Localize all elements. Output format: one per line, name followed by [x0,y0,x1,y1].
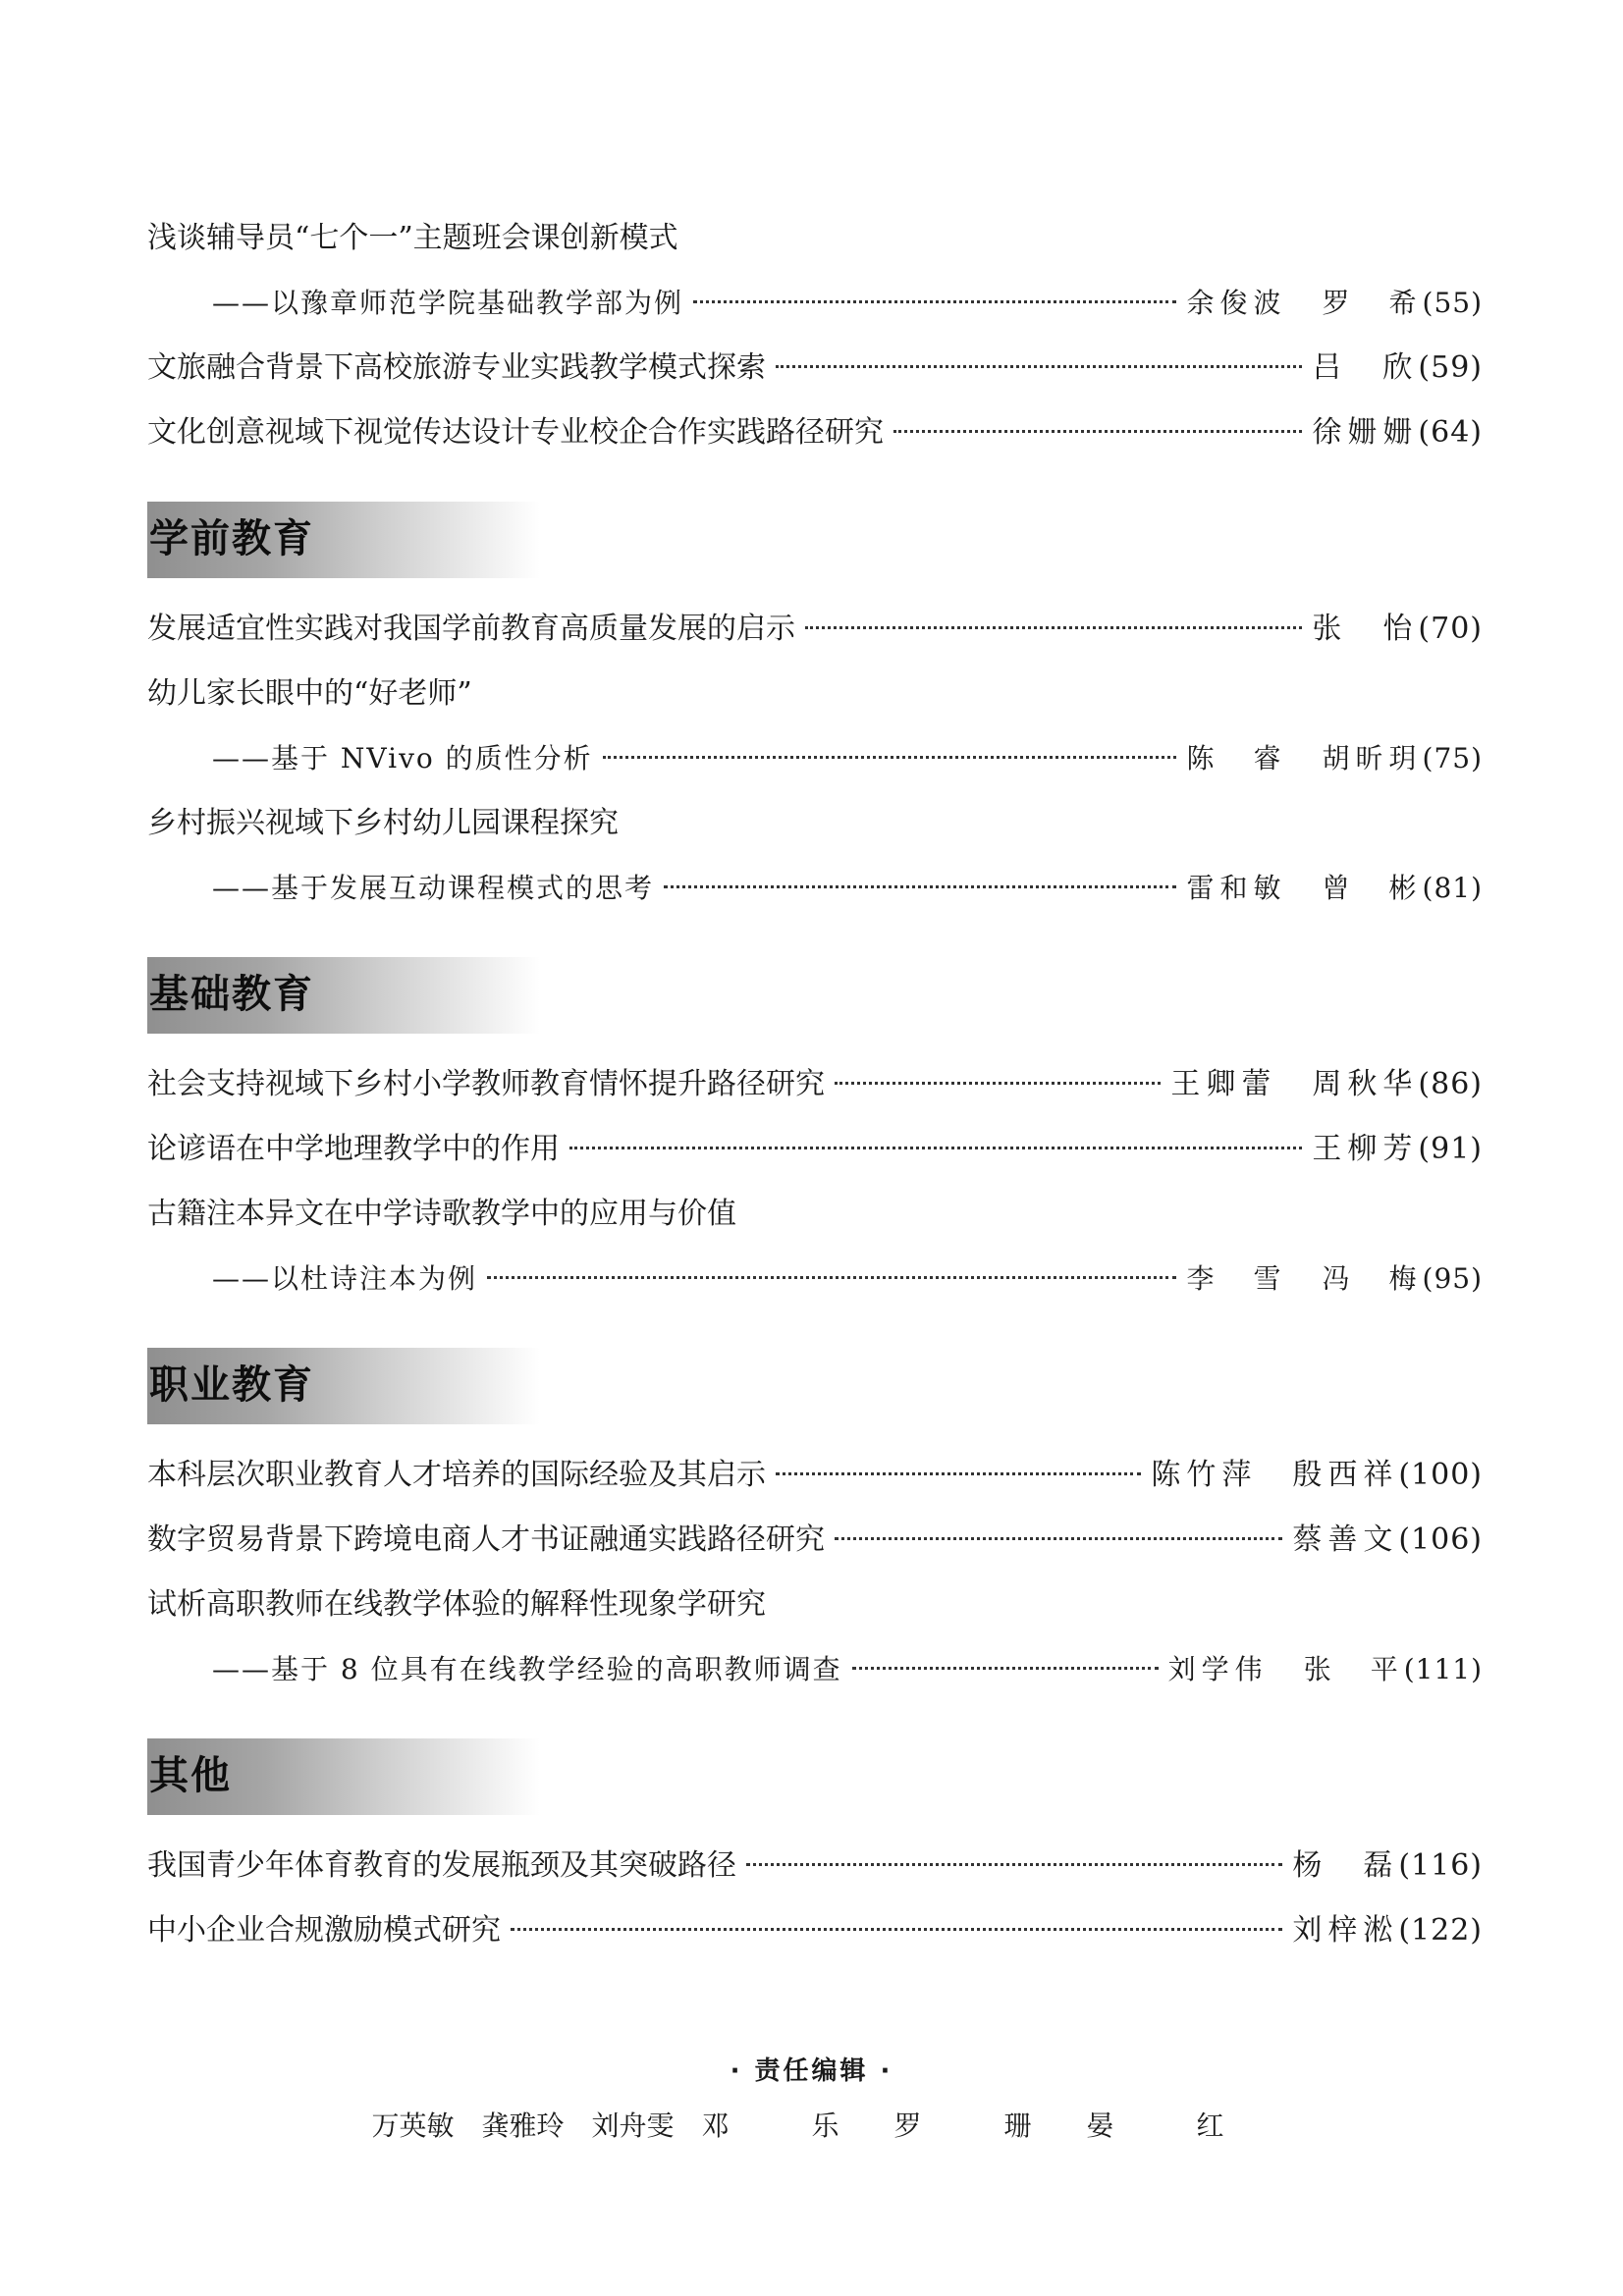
entry-title-line [147,1130,1483,1169]
toc-entry[interactable] [147,1187,1483,1252]
entry-title: 文旅融合背景下高校旅游专业实践教学模式探索 [147,350,766,385]
section-header [147,1738,1483,1819]
editor-name: 邓 乐 [701,2109,867,2142]
entry-title-line [147,1456,1483,1495]
dot-leader [852,1667,1159,1670]
author-name: 殷西祥 [1292,1458,1399,1492]
page-number: (122) [1398,1913,1483,1948]
entry-authors-page [1312,413,1483,453]
editor-name: 晏 红 [1086,2109,1252,2142]
editors-footer [0,2052,1623,2146]
editors-label: · 责任编辑 · [730,2056,893,2086]
toc-entry[interactable] [147,211,1483,276]
entry-subtitle: ——以豫章师范学院基础教学部为例 [212,287,684,319]
entry-title: 中小企业合规激励模式研究 [147,1913,501,1948]
entry-title-line [147,1195,1483,1234]
entry-authors-page [1186,869,1483,908]
author-name: 王卿蕾 [1170,1067,1277,1101]
dot-leader [805,626,1302,629]
entry-title-line [147,1911,1483,1950]
entry-authors-page [1292,1911,1483,1950]
entry-title: 乡村振兴视域下乡村幼儿园课程探究 [147,806,619,840]
page-number: (81) [1422,872,1483,904]
entry-title-line [147,804,1483,843]
author-name: 吕 欣 [1312,350,1419,385]
entry-subtitle: ——基于 NVivo 的质性分析 [212,742,593,774]
author-name: 张 平 [1303,1653,1404,1685]
page-number: (116) [1398,1848,1483,1883]
section-title: 基础教育 [149,972,314,1017]
entry-subtitle-line [212,1650,1483,1689]
entry-title: 我国青少年体育教育的发展瓶颈及其突破路径 [147,1848,736,1883]
entry-title: 社会支持视域下乡村小学教师教育情怀提升路径研究 [147,1067,825,1101]
page-number: (59) [1418,350,1483,385]
entry-authors-page [1312,348,1483,388]
entry-title-line [147,219,1483,258]
author-name: 周秋华 [1312,1067,1419,1101]
editor-name: 万英敏 [371,2109,455,2142]
entry-title: 本科层次职业教育人才培养的国际经验及其启示 [147,1458,766,1492]
entry-authors-page [1186,284,1483,323]
author-name: 雷和敏 [1186,872,1287,904]
entry-subtitle: ——以杜诗注本为例 [212,1262,478,1295]
page-number: (70) [1418,612,1483,646]
entry-title: 发展适宜性实践对我国学前教育高质量发展的启示 [147,612,795,646]
entry-title-line [147,674,1483,714]
page-number: (100) [1398,1458,1483,1492]
page-number: (95) [1422,1262,1483,1295]
author-name: 罗 希 [1322,287,1423,319]
toc-entry[interactable] [147,1448,1483,1513]
section-title: 学前教育 [149,516,314,561]
dot-leader [664,885,1176,888]
entry-title-line [147,1065,1483,1104]
entry-authors-page [1186,1259,1483,1299]
section-title: 职业教育 [149,1362,314,1408]
toc-entry-subtitle[interactable] [147,731,1483,796]
entry-title: 幼儿家长眼中的“好老师” [147,676,472,711]
section-header [147,1348,1483,1428]
dot-leader [776,1472,1141,1475]
editors-names [0,2107,1623,2146]
dot-leader [693,300,1176,303]
author-name: 蔡善文 [1292,1522,1399,1557]
page-number: (55) [1422,287,1483,319]
toc-entry-subtitle[interactable] [147,276,1483,341]
page-number: (86) [1418,1067,1483,1101]
entry-title-line [147,1585,1483,1625]
entry-authors-page [1170,1065,1483,1104]
section-header [147,957,1483,1038]
toc-entry[interactable] [147,667,1483,731]
entry-title: 浅谈辅导员“七个一”主题班会课创新模式 [147,221,678,255]
toc-entry[interactable] [147,341,1483,405]
entry-subtitle-line [212,1259,1483,1299]
author-name: 李 雪 [1186,1262,1287,1295]
entry-subtitle-line [212,284,1483,323]
dot-leader [603,756,1177,759]
toc-entry-subtitle[interactable] [147,861,1483,926]
entry-subtitle: ——基于 8 位具有在线教学经验的高职教师调查 [212,1653,842,1685]
toc-entry[interactable] [147,1903,1483,1968]
dot-leader [746,1863,1282,1866]
author-name: 余俊波 [1186,287,1287,319]
entry-subtitle-line [212,739,1483,778]
entry-authors-page [1312,610,1483,649]
entry-title: 数字贸易背景下跨境电商人才书证融通实践路径研究 [147,1522,825,1557]
entry-title-line [147,1521,1483,1560]
author-name: 陈 睿 [1186,742,1287,774]
author-name: 冯 梅 [1322,1262,1423,1295]
author-name: 杨 磊 [1292,1848,1399,1883]
author-name: 刘梓淞 [1292,1913,1399,1948]
entry-title: 论谚语在中学地理教学中的作用 [147,1132,560,1166]
page-number: (91) [1418,1132,1483,1166]
table-of-contents [147,211,1483,1968]
toc-entry[interactable] [147,1513,1483,1577]
toc-entry[interactable] [147,1839,1483,1903]
entry-title: 试析高职教师在线教学体验的解释性现象学研究 [147,1587,766,1622]
author-name: 王柳芳 [1312,1132,1419,1166]
entry-authors-page [1292,1846,1483,1886]
page-number: (111) [1403,1653,1483,1685]
entry-subtitle-line [212,869,1483,908]
entry-authors-page [1312,1130,1483,1169]
entry-title-line [147,1846,1483,1886]
section-header [147,502,1483,582]
entry-authors-page [1292,1521,1483,1560]
entry-title: 古籍注本异文在中学诗歌教学中的应用与价值 [147,1197,736,1231]
page-number: (75) [1422,742,1483,774]
toc-entry[interactable] [147,1057,1483,1122]
toc-entry[interactable] [147,602,1483,667]
dot-leader [893,430,1302,433]
toc-entry[interactable] [147,405,1483,470]
author-name: 陈竹萍 [1151,1458,1258,1492]
entry-subtitle: ——基于发展互动课程模式的思考 [212,872,655,904]
page-number: (106) [1398,1522,1483,1557]
toc-entry[interactable] [147,1577,1483,1642]
dot-leader [835,1537,1282,1540]
dot-leader [776,365,1302,368]
entry-title-line [147,348,1483,388]
author-name: 曾 彬 [1322,872,1423,904]
author-name: 胡昕玥 [1322,742,1423,774]
entry-authors-page [1151,1456,1483,1495]
section-title: 其他 [149,1753,232,1798]
dot-leader [511,1928,1282,1931]
editor-name: 龚雅玲 [481,2109,565,2142]
entry-title-line [147,413,1483,453]
editor-name: 刘舟雯 [591,2109,675,2142]
author-name: 刘学伟 [1167,1653,1269,1685]
dot-leader [487,1276,1176,1279]
dot-leader [835,1082,1161,1085]
toc-entry[interactable] [147,796,1483,861]
toc-entry[interactable] [147,1122,1483,1187]
entry-authors-page [1186,739,1483,778]
entry-title-line [147,610,1483,649]
editor-name: 罗 珊 [893,2109,1059,2142]
author-name: 徐姗姗 [1312,415,1419,450]
toc-entry-subtitle[interactable] [147,1252,1483,1316]
toc-entry-subtitle[interactable] [147,1642,1483,1707]
dot-leader [569,1147,1302,1149]
page-number: (64) [1418,415,1483,450]
author-name: 张 怡 [1312,612,1419,646]
entry-authors-page [1168,1650,1483,1689]
entry-title: 文化创意视域下视觉传达设计专业校企合作实践路径研究 [147,415,884,450]
